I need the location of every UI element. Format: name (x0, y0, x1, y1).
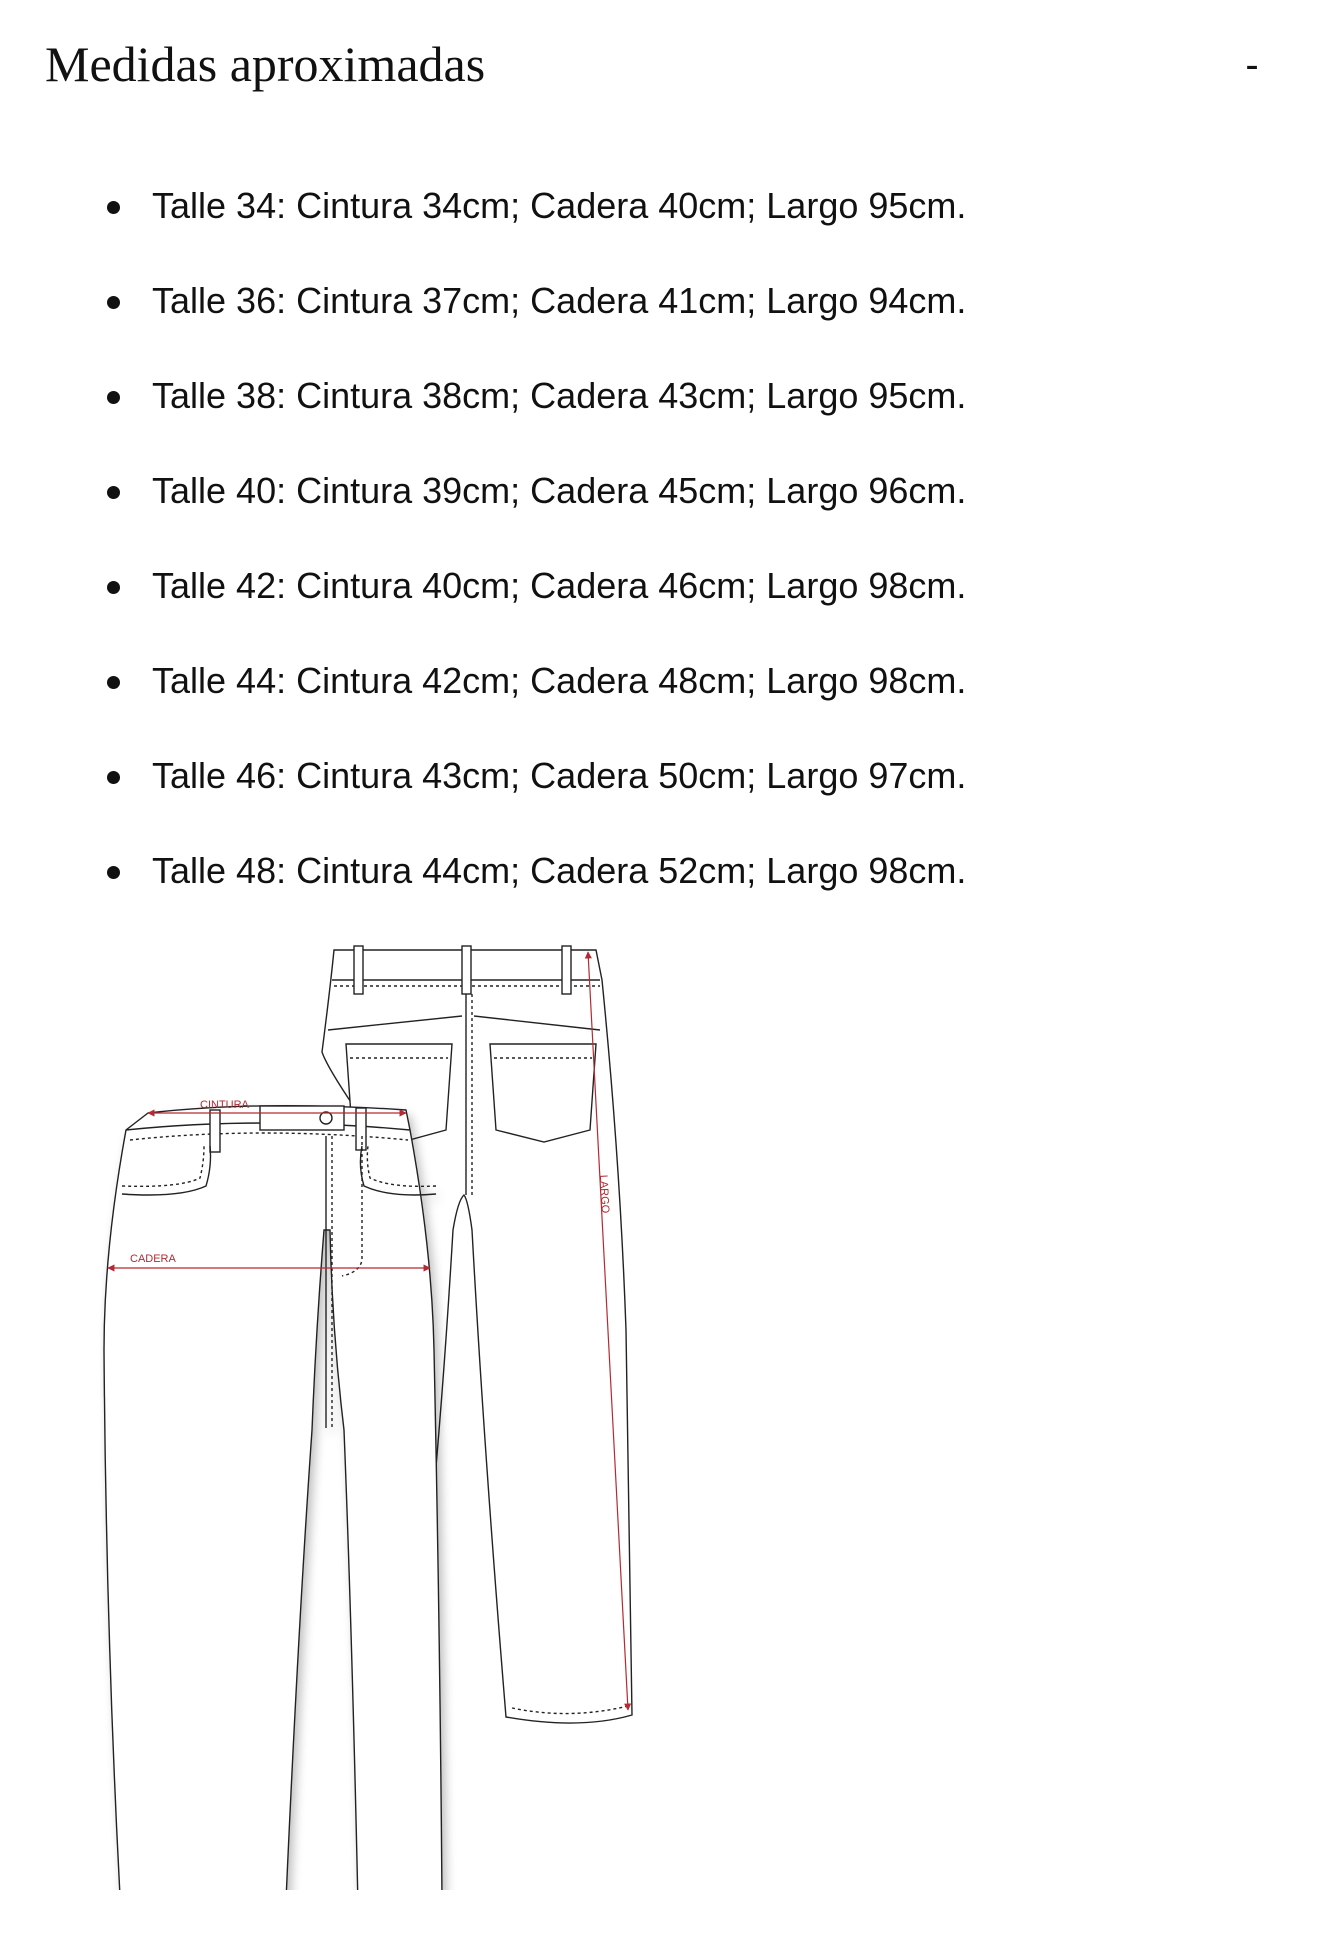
size-text: Talle 36: Cintura 37cm; Cadera 41cm; Largo 94cm. (152, 280, 967, 321)
pants-front-view (104, 1106, 442, 1890)
minus-icon[interactable]: - (1245, 42, 1259, 87)
size-text: Talle 46: Cintura 43cm; Cadera 50cm; Largo 97cm. (152, 755, 967, 796)
cadera-label: CADERA (130, 1253, 176, 1265)
size-text: Talle 48: Cintura 44cm; Cadera 52cm; Largo 98cm. (152, 850, 967, 891)
bullet-icon (107, 771, 120, 784)
section-header[interactable] (0, 0, 1320, 130)
bullet-icon (107, 486, 120, 499)
bullet-icon (107, 581, 120, 594)
bullet-icon (107, 201, 120, 214)
size-text: Talle 40: Cintura 39cm; Cadera 45cm; Largo 96cm. (152, 470, 967, 511)
bullet-icon (107, 676, 120, 689)
largo-label: LARGO (597, 1174, 612, 1214)
size-text: Talle 38: Cintura 38cm; Cadera 43cm; Largo 95cm. (152, 375, 967, 416)
bullet-icon (107, 866, 120, 879)
section-title: Medidas aproximadas (45, 36, 486, 92)
size-text: Talle 34: Cintura 34cm; Cadera 40cm; Largo 95cm. (152, 185, 967, 226)
size-text: Talle 44: Cintura 42cm; Cadera 48cm; Largo 98cm. (152, 660, 967, 701)
size-text: Talle 42: Cintura 40cm; Cadera 46cm; Largo 98cm. (152, 565, 967, 606)
cintura-label: CINTURA (200, 1099, 249, 1111)
pants-measurement-diagram (100, 930, 660, 1890)
bullet-icon (107, 391, 120, 404)
bullet-icon (107, 296, 120, 309)
